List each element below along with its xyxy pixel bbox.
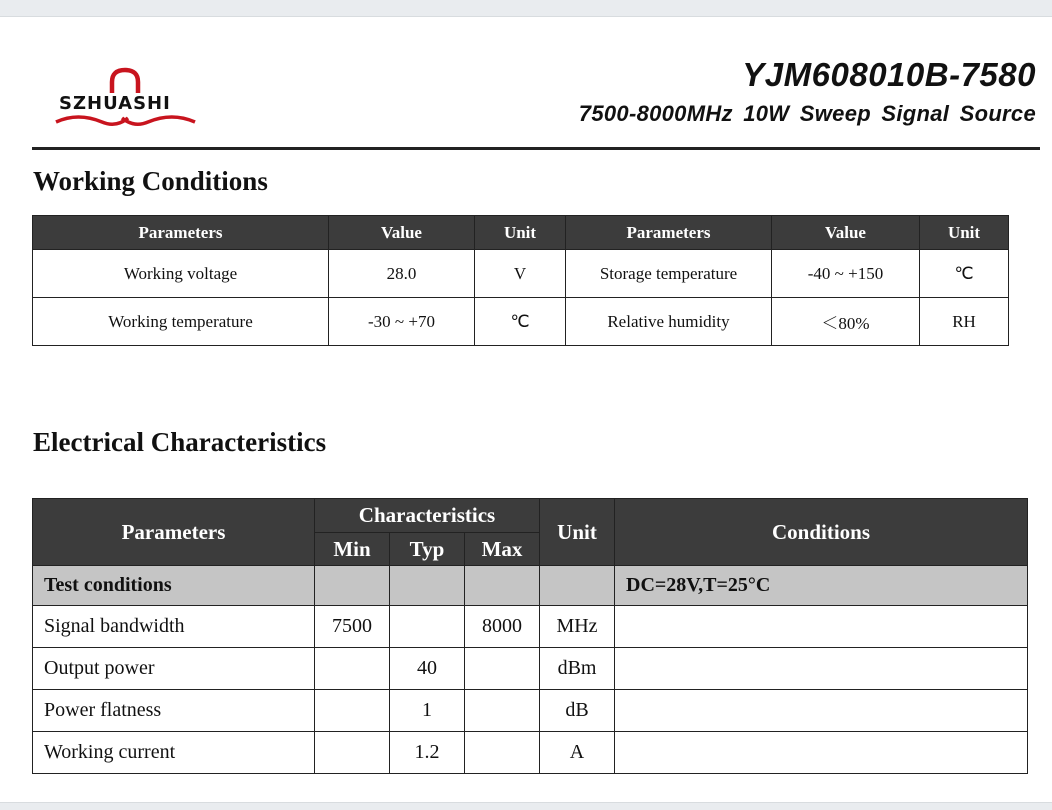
table-row [33,606,1028,648]
min-cell [315,648,390,690]
parameters-header: Parameters [33,499,315,566]
product-subtitle: 7500-8000MHz 10W Sweep Signal Source [578,101,1036,126]
logo-text: SZHUASHI [59,93,171,114]
table-row [33,690,1028,732]
test-conditions-value: DC=28V,T=25°C [615,566,1028,606]
table-cell: 28.0 [329,250,475,298]
table-cell: Working temperature [33,298,329,346]
table-header-row [33,499,1028,533]
table-cell: ＜80% [772,298,920,346]
table-header-row [33,216,1009,250]
test-conditions-row [33,566,1028,606]
table-cell [540,566,615,606]
table-row [33,250,1009,298]
table-cell: V [475,250,566,298]
table-cell [390,566,465,606]
typ-cell [390,606,465,648]
table-row [33,732,1028,774]
typ-header: Typ [390,533,465,566]
header-divider [32,147,1040,150]
company-logo [52,66,202,132]
conditions-cell [615,648,1028,690]
working-conditions-table [32,215,1009,346]
max-cell [465,732,540,774]
conditions-cell [615,690,1028,732]
column-header: Value [772,216,920,250]
table-cell: ℃ [920,250,1009,298]
table-cell: -40 ~ +150 [772,250,920,298]
column-header: Parameters [566,216,772,250]
min-header: Min [315,533,390,566]
parameter-cell: Output power [33,648,315,690]
min-cell [315,690,390,732]
max-header: Max [465,533,540,566]
max-cell [465,690,540,732]
electrical-characteristics-title: Electrical Characteristics [33,427,327,457]
parameter-cell: Power flatness [33,690,315,732]
min-cell [315,732,390,774]
column-header: Unit [475,216,566,250]
table-row [33,298,1009,346]
viewer-top-bar [0,0,1052,17]
max-cell [465,648,540,690]
table-cell [315,566,390,606]
unit-cell: dBm [540,648,615,690]
table-cell: Working voltage [33,250,329,298]
unit-header: Unit [540,499,615,566]
model-number: YJM608010B-7580 [742,56,1036,93]
table-cell: RH [920,298,1009,346]
typ-cell: 1 [390,690,465,732]
electrical-characteristics-table [32,498,1028,774]
table-cell: ℃ [475,298,566,346]
test-conditions-label: Test conditions [33,566,315,606]
column-header: Unit [920,216,1009,250]
unit-cell: dB [540,690,615,732]
conditions-header: Conditions [615,499,1028,566]
table-cell: Relative humidity [566,298,772,346]
unit-cell: MHz [540,606,615,648]
parameter-cell: Working current [33,732,315,774]
working-conditions-title: Working Conditions [33,166,268,196]
column-header: Value [329,216,475,250]
parameter-cell: Signal bandwidth [33,606,315,648]
characteristics-header: Characteristics [315,499,540,533]
column-header: Parameters [33,216,329,250]
table-cell: -30 ~ +70 [329,298,475,346]
table-cell: Storage temperature [566,250,772,298]
max-cell: 8000 [465,606,540,648]
unit-cell: A [540,732,615,774]
table-row [33,648,1028,690]
conditions-cell [615,732,1028,774]
min-cell: 7500 [315,606,390,648]
table-cell [465,566,540,606]
conditions-cell [615,606,1028,648]
typ-cell: 1.2 [390,732,465,774]
typ-cell: 40 [390,648,465,690]
